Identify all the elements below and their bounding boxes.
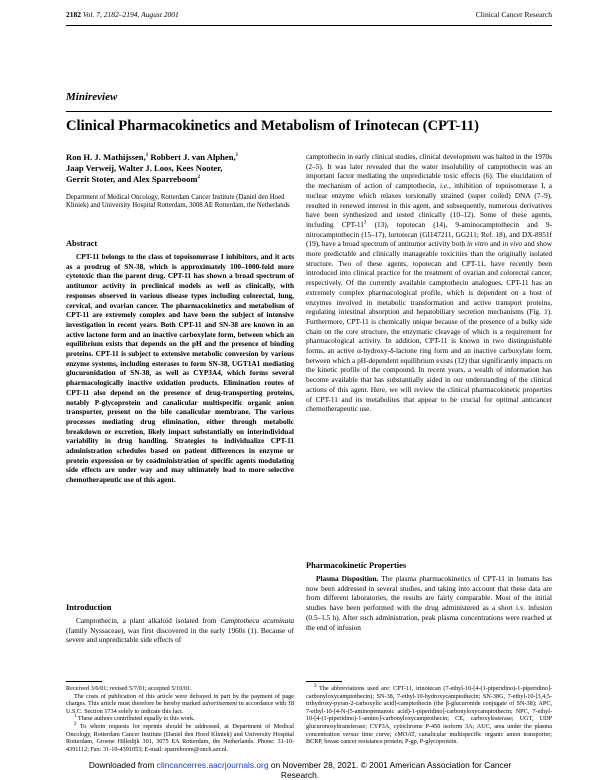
right-column-paragraph <box>306 152 552 414</box>
abstract-text: CPT-11 belongs to the class of topoisomerase I inhibitors, and it acts as a prodrug of SN-38, which is approximately 100–1000-fold more cytotoxic than the parent drug. CPT-11 has shown a broad spectrum of antitumor activity in preclinical models as well as clinically, with responses observed in various disease types including colorectal, lung, cervical, and ovarian cancer. The pharmacokinetics and metabolism of CPT-11 are extremely complex and have been the subject of intensive investigation in recent years. Both CPT-11 and SN-38 are known in an active lactone form and an inactive carboxylate form, between which an equilibrium exists that depends on the pH and the presence of binding proteins. CPT-11 is subject to extensive metabolic conversion by various enzyme systems, including esterases to form SN-38, UGT1A1 mediating glucuronidation of SN-38, as well as CYP3A4, which forms several pharmacologically inactive oxidation products. Elimination routes of CPT-11 also depend on the presence of drug-transporting proteins, notably P-glycoprotein and canalicular multispecific organic anion transporter, present on the bile canalicular membrane. The various processes mediating drug elimination, either through metabolic breakdown or excretion, likely impact substantially on interindividual variability in drug handling. Strategies to individualize CPT-11 administration schedules based on patient differences in enzyme or protein expression or by coadministration of specific agents modulating side effects are under way and may ultimately lead to more selective chemotherapeutic use of this agent. <box>66 252 294 485</box>
volume-info: Vol. 7, 2182–2194, August 2001 <box>82 10 179 19</box>
intro-species: Camptotheca acuminata <box>220 616 294 625</box>
fn-mark: 3 <box>314 683 317 689</box>
fn-text: These authors contributed equally to this work. <box>76 715 195 723</box>
footnotes-left <box>66 685 294 753</box>
download-suffix: on November 28, 2021. © 2001 American Association for Cancer <box>268 760 512 770</box>
author-sup: 1 <box>235 153 239 159</box>
fn-mark: 2 <box>74 721 77 727</box>
fn-text: time curve; cMOAT, canalicular multispecific organic anion transporter; BCRP, breast cancer resistance protein; P-gp, P-glycoprotein. <box>306 730 552 746</box>
header-rule <box>66 25 552 26</box>
author-line-2: Jaap Verweij, Walter J. Loos, Kees Nooter, <box>66 163 223 173</box>
affiliation: Department of Medical Oncology, Rotterdam Cancer Institute (Daniel den Hoed Kliniek) and University Hospital Rotterdam, 3008 AE Rotterdam, the Netherlands <box>66 194 290 210</box>
publication-costs-note <box>66 693 294 716</box>
pk-paragraph <box>306 574 552 632</box>
article-title: Clinical Pharmacokinetics and Metabolism of Irinotecan (CPT-11) <box>66 118 479 134</box>
footnote-2 <box>66 723 294 753</box>
fn-text: The costs of publication of this article were defrayed in part by the payment of page charges. This article must therefore be hereby marked <box>66 692 294 708</box>
received-dates: Received 3/6/01; revised 5/7/01; accepted 5/10/01. <box>66 685 192 692</box>
fn-text: in accordance with 18 U.S.C. Section 1734 solely to indicate this fact. <box>66 700 294 715</box>
download-prefix: Downloaded from <box>88 760 157 770</box>
rc-italic: in vitro <box>466 239 489 249</box>
intro-text-a: Camptothecin, a plant alkaloid isolated from <box>76 616 221 625</box>
fn-italic: versus <box>342 730 359 738</box>
rc-text: camptothecin in early clinical studies, clinical development was halted in the 1970s (2–5). It was later revealed that the water insolubility of camptothecin was an important factor mediating the unpredictable toxic effects (6). The elucidation of the mechanism of action of camptothecin, <box>306 152 552 191</box>
section-rule <box>66 111 552 112</box>
fn-mark: 1 <box>74 714 77 720</box>
introduction-text <box>66 616 294 645</box>
intro-text-b: (family Nyssaceae), was first discovered in the early 1960s (1). Because of severe and unpredictable side effects of <box>66 625 294 645</box>
pk-text: The plasma pharmacokinetics of CPT-11 in humans has now been addressed in several studies, and taking into account that these data are from different laboratories, the results are fairly comparable. Most of the initial studies have been performed with the drug administered as a short i.v. infusion (0.5–1.5 h). After such administration, peak plasma concentrations were reached at the end of infusion <box>306 574 552 632</box>
page-number: 2182 <box>66 10 81 19</box>
footnote-rule <box>306 681 342 682</box>
rc-text: , inhibition of topoisomerase I, a nuclear enzyme which relaxes torsionally strained (super coiled) DNA (7–9), resulted in renewed interest in this agent, and subsequently, numerous derivatives have been synthesized and tested clinically (10–12). Some of these agents, including CPT-11 <box>306 181 553 229</box>
download-line-2: Research. <box>280 770 320 780</box>
rc-text: and show more predictable and clinically manageable toxicities than the originally isolated structure. Two of these agents, topotecan and CPT-11, have recently been introduced into clinical practice for the treatment of ovarian and colorectal cancer, respectively. Of the currently available camptothecin analogues, CPT-11 has an extremely complex pharmacological profile, which is dependent on a host of enzymes involved in metabolic transformation and active transport proteins, regulating intestinal absorption and hepatobiliary secretion mechanisms (Fig. 1). Furthermore, CPT-11 is chemically unique because of the presence of a bulky side chain on the core structure, the enzymatic cleavage of which is a requirement for pharmacological activity. In addition, CPT-11 is known in two distinguishable forms, an active α-hydroxy-δ-lactone ring form and an inactive carboxylate form, between which a pH-dependent equilibrium exists (12) that significantly impacts on the kinetic profile of the compound. In recent years, a wealth of information has become available that has substantially aided in our understanding of the clinical actions of this agent. Here, we will review the clinical pharmacokinetic properties of CPT-11 and its metabolites that appear to be crucial for optimal anticancer chemotherapeutic use. <box>306 239 552 414</box>
pk-run-in-heading: Plasma Disposition. <box>316 574 379 583</box>
fn-text: To whom requests for reprints should be addressed, at Department of Medical Oncology, Rotterdam Cancer Institute (Daniel den Hoed Kliniek) and University Hospital Rotterdam, Groene Hilledijk 301, 3075 EA Rotterdam, the Netherlands. Phone: 31-10-4391112; Fax: 31-10-4391053; E-mail: sparreboom@onch.azr.nl. <box>66 722 294 753</box>
introduction-heading: Introduction <box>66 603 112 612</box>
rc-text: (13), topotecan (14), 9-aminocamptothecin and 9-nitrocamptothecin (15–17), lurtotecan (GI147211, GG211; Ref. 18), and DX-8951f (19), have a broad spectrum of antitumor activity both <box>306 219 552 249</box>
download-note <box>0 760 600 780</box>
author-sup: 2 <box>197 175 201 181</box>
abstract-heading: Abstract <box>66 239 98 248</box>
footnote-1 <box>66 715 294 723</box>
section-label: Minireview <box>66 91 118 103</box>
author-line-1b: Robbert J. van Alphen, <box>148 152 236 162</box>
author-list <box>66 152 294 185</box>
rc-italic: i.e. <box>439 181 449 191</box>
journal-name: Clinical Cancer Research <box>475 10 552 19</box>
fn-italic: advertisement <box>202 700 238 708</box>
author-line-3: Gerrit Stoter, and Alex Sparreboom <box>66 174 198 184</box>
journal-link[interactable]: clincancerres.aacrjournals.org <box>156 760 269 770</box>
footnote-ref: 3 <box>363 220 367 226</box>
author-sup: 1 <box>145 153 149 159</box>
footnote-rule <box>66 681 102 682</box>
author-line-1: Ron H. J. Mathijssen, <box>66 152 146 162</box>
fn-text: The abbreviations used are: CPT-11, irinotecan (7-ethyl-10-[4-(1-piperidino)-1-piperidino]-carbonyloxycamptothecin); SN-38, 7-ethyl-10-hydroxycamptothecin; SN-38G, 7-ethyl-10-[3,4,5-trihydroxy-pyran-2-carboxylic acid]-camptothecin (the β-glucuronide conjugate of SN-38); APC, 7-ethyl-10-[4-N-(5-aminopentanoic acid)-1-piperidino]-carbonyloxycamptothecin; NPC, 7-ethyl-10-[4-(1-piperidino)-1-amino]-carbonyloxycamptothecin; CE, carboxylesterase; UGT, UDP glucuronosyltransferase; CYP3A, cytochrome P-450 isoform 3A; AUC, area under the plasma concentration <box>306 685 552 738</box>
rc-italic: in vivo <box>502 239 523 249</box>
pk-heading: Pharmacokinetic Properties <box>306 561 407 570</box>
rc-text: and <box>488 239 503 249</box>
running-head <box>66 10 552 19</box>
footnote-3-abbreviations <box>306 685 552 746</box>
